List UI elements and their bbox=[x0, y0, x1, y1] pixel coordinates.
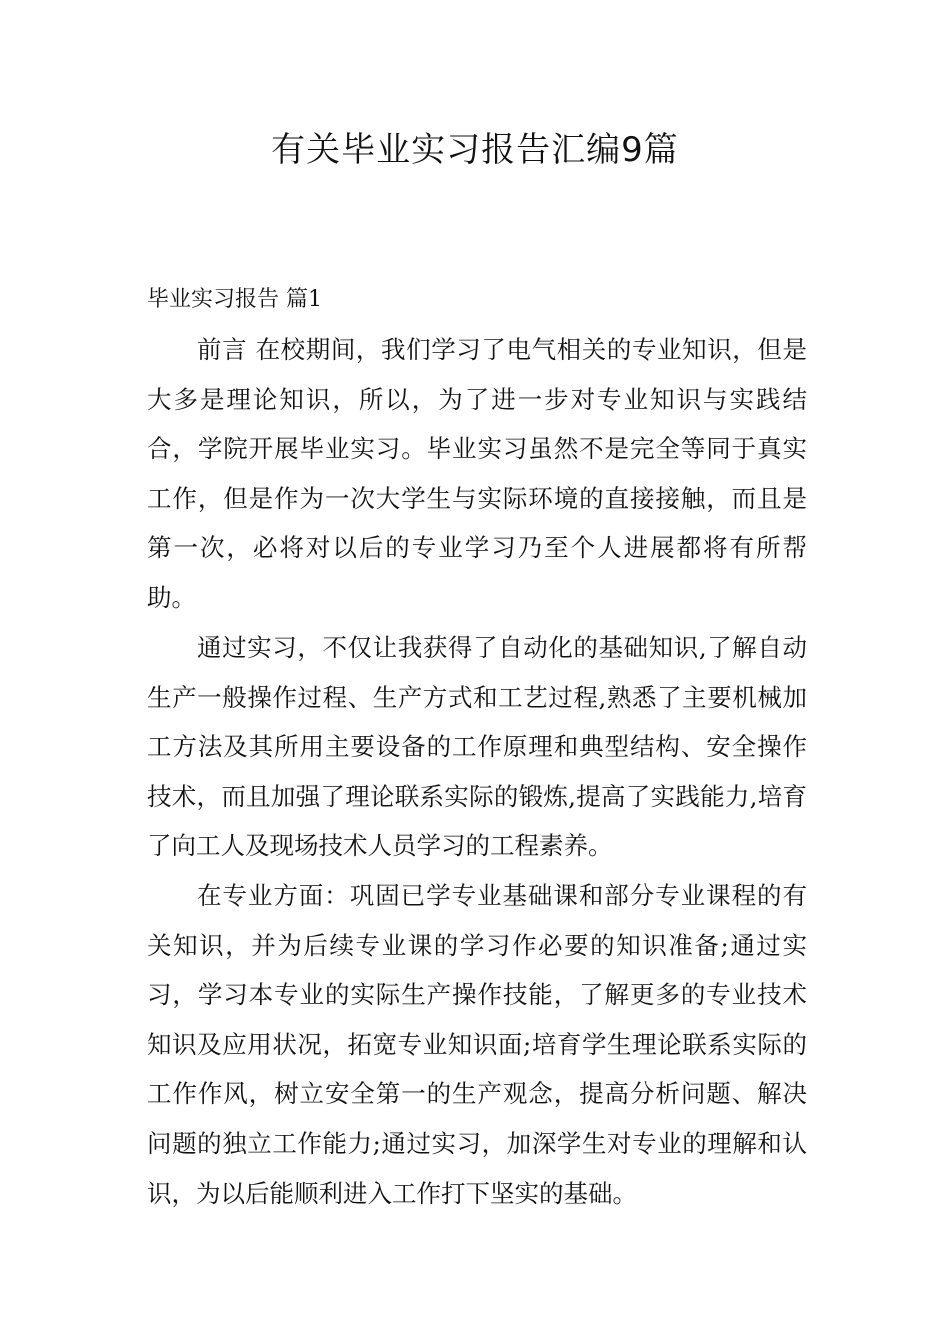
paragraph-internship-gains: 通过实习，不仅让我获得了自动化的基础知识,了解自动生产一般操作过程、生产方式和工艺过程,熟悉了主要机械加工方法及其所用主要设备的工作原理和典型结构、安全操作技术，而且加强了理论联系实际的锻炼,提高了实践能力,培育了向工人及现场技术人员学习的工程素养。 bbox=[147, 633, 807, 861]
paragraph-professional-aspects: 在专业方面：巩固已学专业基础课和部分专业课程的有关知识，并为后续专业课的学习作必要的知识准备;通过实习，学习本专业的实际生产操作技能，了解更多的专业技术知识及应用状况，拓宽专业知识面;培育学生理论联系实际的工作作风，树立安全第一的生产观念，提高分析问题、解决问题的独立工作能力;通过实习，加深学生对专业的理解和认识，为以后能顺利进入工作打下坚实的基础。 bbox=[147, 881, 807, 1208]
section-heading: 毕业实习报告 篇1 bbox=[147, 287, 322, 312]
paragraph-preface: 前言 在校期间，我们学习了电气相关的专业知识，但是大多是理论知识，所以，为了进一步对专业知识与实践结合，学院开展毕业实习。毕业实习虽然不是完全等同于真实工作，但是作为一次大学生与实际环境的直接接触，而且是第一次，必将对以后的专业学习乃至个人进展都将有所帮助。 bbox=[147, 335, 807, 612]
document-title: 有关毕业实习报告汇编9篇 bbox=[271, 130, 679, 170]
